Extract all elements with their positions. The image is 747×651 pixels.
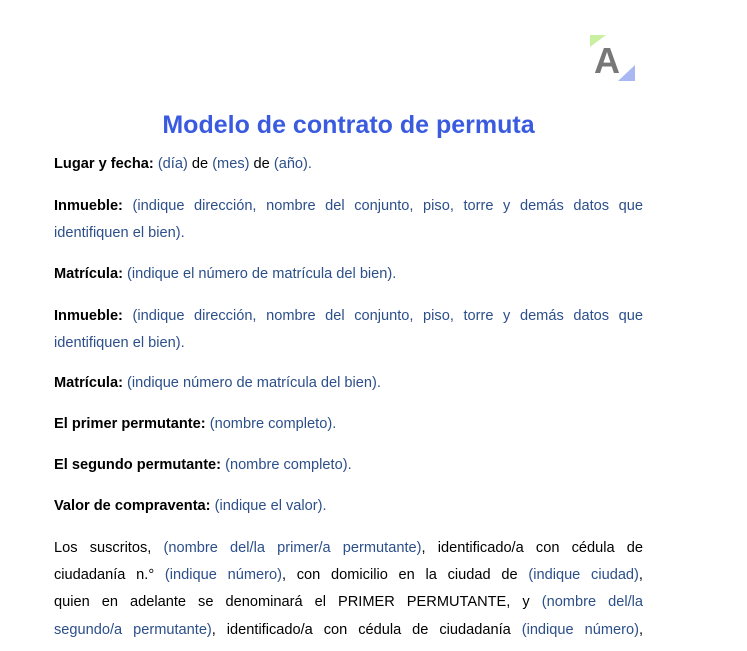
- period: .: [307, 156, 312, 172]
- first-party-line: [54, 411, 643, 438]
- first-party-placeholder: (nombre completo): [209, 416, 333, 432]
- body-paragraph: [54, 535, 643, 644]
- city-placeholder: (indique ciudad): [528, 567, 639, 584]
- id-number-placeholder: (indique número): [164, 567, 282, 584]
- month-placeholder: (mes): [212, 156, 250, 172]
- registration-1-line: [54, 261, 643, 288]
- logo-blue-triangle: [618, 65, 635, 81]
- connector-de: de: [191, 156, 209, 172]
- registration-2-label: Matrícula:: [54, 375, 123, 391]
- property-2-placeholder: (indique dirección, nombre del conjunto, piso, torre y demás datos que: [132, 308, 643, 324]
- body-text: , identificado/a con cédula de: [421, 540, 644, 556]
- period: .: [322, 498, 327, 514]
- year-placeholder: (año): [273, 156, 308, 172]
- property-1-label: Inmueble:: [54, 198, 123, 214]
- registration-1-placeholder: (indique el número de matrícula del bien): [127, 266, 393, 282]
- page-title: Modelo de contrato de permuta: [162, 111, 535, 139]
- period: .: [180, 225, 185, 242]
- sale-value-line: [54, 493, 643, 520]
- logo-letter: A: [594, 40, 620, 81]
- registration-1-label: Matrícula:: [54, 266, 123, 282]
- body-text: ,: [638, 567, 643, 584]
- property-2-line-2: [54, 330, 643, 357]
- property-2-block: [54, 303, 643, 357]
- second-party-label: El segundo permutante:: [54, 457, 222, 473]
- second-party-name-placeholder: (nombre del/la: [541, 594, 643, 611]
- body-text: ,: [638, 621, 643, 638]
- connector-de: de: [253, 156, 270, 172]
- property-1-placeholder-cont: identifiquen el bien): [54, 225, 181, 242]
- period: .: [392, 266, 397, 282]
- body-text: quien en adelante se denominará el PRIMER PERMUTANTE, y: [54, 594, 530, 611]
- logo-icon: [588, 33, 636, 83]
- period: .: [347, 457, 352, 473]
- property-1-line-2: [54, 220, 643, 247]
- body-text: , con domicilio en la ciudad de: [281, 567, 518, 584]
- first-party-name-placeholder: (nombre del/la primer/a permutante): [163, 540, 422, 556]
- body-line-2: [54, 562, 643, 589]
- property-2-placeholder-cont: identifiquen el bien): [54, 335, 181, 352]
- period: .: [180, 335, 185, 352]
- logo: [588, 33, 636, 83]
- body-line-4: [54, 617, 643, 644]
- sale-value-label: Valor de compraventa:: [54, 498, 211, 514]
- property-2-line-1: [54, 303, 643, 330]
- body-text: ciudadanía n.°: [54, 567, 155, 584]
- second-party-name-placeholder-cont: segundo/a permutante): [54, 621, 212, 638]
- place-date-label: Lugar y fecha:: [54, 156, 154, 172]
- id-number-placeholder: (indique número): [521, 621, 639, 638]
- body-line-3: [54, 589, 643, 616]
- registration-2-placeholder: (indique número de matrícula del bien): [127, 375, 377, 391]
- body-text: Los suscritos,: [54, 540, 152, 556]
- property-1-block: [54, 193, 643, 247]
- property-1-line-1: [54, 193, 643, 220]
- second-party-line: [54, 452, 643, 479]
- sale-value-placeholder: (indique el valor): [214, 498, 323, 514]
- period: .: [332, 416, 337, 432]
- day-placeholder: (día): [157, 156, 188, 172]
- period: .: [376, 375, 381, 391]
- property-2-label: Inmueble:: [54, 308, 123, 324]
- registration-2-line: [54, 370, 643, 397]
- second-party-placeholder: (nombre completo): [225, 457, 348, 473]
- first-party-label: El primer permutante:: [54, 416, 206, 432]
- body-line-1: [54, 535, 643, 562]
- property-1-placeholder: (indique dirección, nombre del conjunto, piso, torre y demás datos que: [132, 198, 643, 214]
- place-date-line: [54, 151, 643, 178]
- body-text: , identificado/a con cédula de ciudadanía: [211, 621, 511, 638]
